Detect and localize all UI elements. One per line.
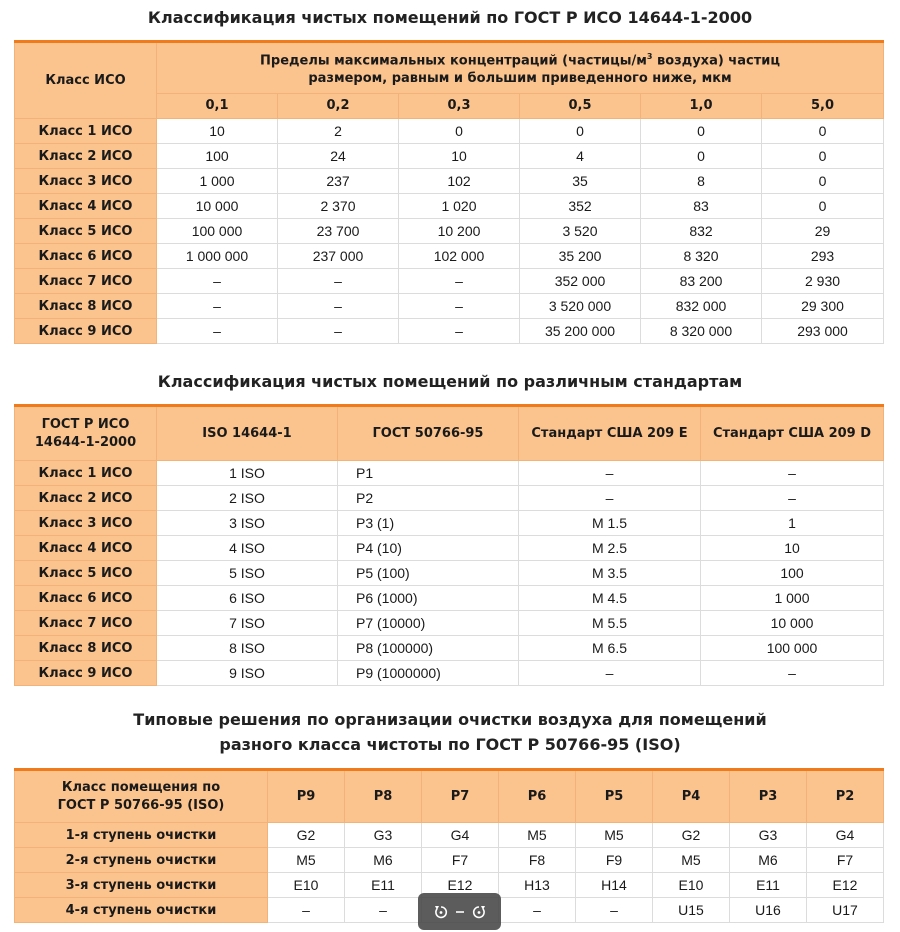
table-row [15, 536, 884, 561]
table-cell: 352 000 [520, 269, 641, 294]
table-cell: 35 200 000 [520, 319, 641, 344]
row-label: 2-я ступень очистки [15, 848, 268, 873]
table-cell: 8 [641, 169, 762, 194]
table-cell: 29 [762, 219, 884, 244]
table-cell: 35 [520, 169, 641, 194]
table-cell: E11 [345, 873, 422, 898]
table-cell: P4 (10) [338, 536, 519, 561]
table-cell: 83 200 [641, 269, 762, 294]
table-row [15, 611, 884, 636]
table-cell: – [278, 269, 399, 294]
table-row [15, 661, 884, 686]
table3-class-header: P5 [576, 770, 653, 823]
table-cell: 293 000 [762, 319, 884, 344]
table-cell: 10 200 [399, 219, 520, 244]
table-cell: 9 ISO [157, 661, 338, 686]
row-label: Класс 4 ИСО [15, 536, 157, 561]
table1-title: Классификация чистых помещений по ГОСТ Р ИСО 14644-1-2000 [147, 8, 753, 27]
table-cell: 0 [762, 194, 884, 219]
table-cell: 10 [701, 536, 884, 561]
viewer-rotate-toolbar [418, 893, 501, 930]
table-cell: 1 000 [701, 586, 884, 611]
table-cell: 0 [641, 144, 762, 169]
table-cell: 83 [641, 194, 762, 219]
table-cell: – [345, 898, 422, 923]
table-cell: 100 [701, 561, 884, 586]
table-cell: M5 [268, 848, 345, 873]
row-label: Класс 9 ИСО [15, 661, 157, 686]
table-cell: 2 ISO [157, 486, 338, 511]
table-cell: H14 [576, 873, 653, 898]
table-row [15, 511, 884, 536]
table-row [15, 848, 884, 873]
row-label: Класс 5 ИСО [15, 219, 157, 244]
table-cell: M 3.5 [519, 561, 701, 586]
table-cell: P9 (1000000) [338, 661, 519, 686]
table-cell: P1 [338, 461, 519, 486]
table-cell: P5 (100) [338, 561, 519, 586]
table-cell: 0 [520, 119, 641, 144]
table-row [15, 461, 884, 486]
table1-size-header: 0,2 [278, 94, 399, 119]
table-cell: – [157, 269, 278, 294]
table-cell: 23 700 [278, 219, 399, 244]
table-cell: – [399, 269, 520, 294]
table-cell: 8 320 000 [641, 319, 762, 344]
table3-class-header: P6 [499, 770, 576, 823]
table-row [15, 244, 884, 269]
table-cell: – [278, 294, 399, 319]
table-cell: 2 370 [278, 194, 399, 219]
table-cell: 0 [762, 169, 884, 194]
table-cell: 8 320 [641, 244, 762, 269]
table2-column-header: Стандарт США 209 D [701, 406, 884, 461]
table3-class-header: P8 [345, 770, 422, 823]
table1-caption-header: Пределы максимальных концентраций ($частицы/м^3$ воздуха) частиц размером, равным и большим приведенного ниже, мкм [157, 42, 884, 94]
table-cell: F7 [422, 848, 499, 873]
table-cell: 237 [278, 169, 399, 194]
table-cell: M5 [653, 848, 730, 873]
table-cell: M5 [576, 823, 653, 848]
table-row [15, 486, 884, 511]
table-row [15, 194, 884, 219]
table-cell: – [576, 898, 653, 923]
table-cell: F8 [499, 848, 576, 873]
table2-column-header: ГОСТ 50766-95 [338, 406, 519, 461]
table-cell: E12 [422, 873, 499, 898]
table-row [15, 319, 884, 344]
table-cell: 29 300 [762, 294, 884, 319]
table-cell: 3 520 [520, 219, 641, 244]
table-cell: E10 [268, 873, 345, 898]
table-cell: G2 [268, 823, 345, 848]
table1-corner-header: Класс ИСО [15, 42, 157, 119]
table3-class-header: P2 [807, 770, 884, 823]
table1-size-header: 5,0 [762, 94, 884, 119]
table-cell: 0 [399, 119, 520, 144]
table-cell: U15 [653, 898, 730, 923]
table-cell: – [519, 461, 701, 486]
row-label: Класс 8 ИСО [15, 636, 157, 661]
table-cell: – [399, 319, 520, 344]
table-cell: – [701, 486, 884, 511]
table-cell: 2 930 [762, 269, 884, 294]
table-cell: H13 [499, 873, 576, 898]
table1-size-header: 1,0 [641, 94, 762, 119]
table-cell: M 5.5 [519, 611, 701, 636]
table-cell: – [701, 661, 884, 686]
table3-class-header: P3 [730, 770, 807, 823]
row-label: Класс 2 ИСО [15, 144, 157, 169]
table-cell: 100 000 [701, 636, 884, 661]
table-cell: 0 [762, 144, 884, 169]
table3-title: Типовые решения по организации очистки воздуха для помещений разного класса чистоты по ГОСТ Р 50766-95 (ISO) [133, 710, 767, 754]
table2-column-header: ГОСТ Р ИСО 14644-1-2000 [15, 406, 157, 461]
table-row [15, 144, 884, 169]
table-cell: M 6.5 [519, 636, 701, 661]
table-cell: 102 000 [399, 244, 520, 269]
table-cell: 1 020 [399, 194, 520, 219]
table2-column-header: Стандарт США 209 E [519, 406, 701, 461]
table-cell: 35 200 [520, 244, 641, 269]
table-cell: M6 [730, 848, 807, 873]
table-cell: U16 [730, 898, 807, 923]
table-cell: P3 (1) [338, 511, 519, 536]
table1-size-header: 0,1 [157, 94, 278, 119]
row-label: Класс 1 ИСО [15, 461, 157, 486]
table-cell: G4 [807, 823, 884, 848]
table-cell: 4 ISO [157, 536, 338, 561]
table-cell: 1 [701, 511, 884, 536]
row-label: Класс 8 ИСО [15, 294, 157, 319]
table-row [15, 169, 884, 194]
toolbar-separator [456, 911, 464, 913]
table-cell: 4 [520, 144, 641, 169]
table-cell: F7 [807, 848, 884, 873]
row-label: Класс 5 ИСО [15, 561, 157, 586]
row-label: 3-я ступень очистки [15, 873, 268, 898]
row-label: Класс 6 ИСО [15, 244, 157, 269]
row-label: Класс 1 ИСО [15, 119, 157, 144]
table-cell: 1 000 000 [157, 244, 278, 269]
table-cell: – [399, 294, 520, 319]
table-cell: 2 [278, 119, 399, 144]
table3-class-header: P9 [268, 770, 345, 823]
table-cell: P8 (100000) [338, 636, 519, 661]
table-cell: G2 [653, 823, 730, 848]
table-row [15, 561, 884, 586]
table-cell: 832 000 [641, 294, 762, 319]
table-cell: P2 [338, 486, 519, 511]
row-label: Класс 3 ИСО [15, 169, 157, 194]
table-cell: 237 000 [278, 244, 399, 269]
standards-comparison-table [14, 404, 884, 686]
table-cell: 10 000 [157, 194, 278, 219]
table-cell: E11 [730, 873, 807, 898]
table-cell: – [499, 898, 576, 923]
table-cell: U17 [807, 898, 884, 923]
table-cell: E10 [653, 873, 730, 898]
table-cell: 100 [157, 144, 278, 169]
table-cell: G3 [730, 823, 807, 848]
table-cell: 293 [762, 244, 884, 269]
table-cell: 100 000 [157, 219, 278, 244]
table-cell: 6 ISO [157, 586, 338, 611]
table-row [15, 586, 884, 611]
table1-size-header: 0,3 [399, 94, 520, 119]
table3-corner-header: Класс помещения по ГОСТ Р 50766-95 (ISO) [15, 770, 268, 823]
iso-class-table [14, 40, 884, 344]
table3-class-header: P7 [422, 770, 499, 823]
table-cell: – [701, 461, 884, 486]
table-cell: 10 [157, 119, 278, 144]
row-label: Класс 7 ИСО [15, 611, 157, 636]
table-row [15, 823, 884, 848]
table-cell: – [157, 294, 278, 319]
table-cell: M 1.5 [519, 511, 701, 536]
table-row [15, 269, 884, 294]
rotate-right-icon[interactable] [470, 903, 488, 921]
table-cell: M5 [499, 823, 576, 848]
table-row [15, 636, 884, 661]
row-label: Класс 2 ИСО [15, 486, 157, 511]
row-label: Класс 4 ИСО [15, 194, 157, 219]
rotate-left-icon[interactable] [432, 903, 450, 921]
table-cell: 8 ISO [157, 636, 338, 661]
table-cell: 10 [399, 144, 520, 169]
table-cell: 5 ISO [157, 561, 338, 586]
table-cell: 7 ISO [157, 611, 338, 636]
row-label: Класс 9 ИСО [15, 319, 157, 344]
table-row [15, 294, 884, 319]
table-cell: 24 [278, 144, 399, 169]
table-cell: 10 000 [701, 611, 884, 636]
table-row [15, 219, 884, 244]
table-cell: 352 [520, 194, 641, 219]
table-cell: – [157, 319, 278, 344]
table-cell: 1 ISO [157, 461, 338, 486]
table-cell: – [268, 898, 345, 923]
table-cell: P6 (1000) [338, 586, 519, 611]
row-label: 4-я ступень очистки [15, 898, 268, 923]
table-cell: G4 [422, 823, 499, 848]
table-cell: E12 [807, 873, 884, 898]
table-cell: 102 [399, 169, 520, 194]
row-label: 1-я ступень очистки [15, 823, 268, 848]
row-label: Класс 7 ИСО [15, 269, 157, 294]
table-cell: 0 [641, 119, 762, 144]
table3-class-header: P4 [653, 770, 730, 823]
table-cell: 3 520 000 [520, 294, 641, 319]
table-cell: – [519, 661, 701, 686]
row-label: Класс 6 ИСО [15, 586, 157, 611]
table-cell: F9 [576, 848, 653, 873]
table-cell: M 2.5 [519, 536, 701, 561]
table2-column-header: ISO 14644-1 [157, 406, 338, 461]
table-cell: M6 [345, 848, 422, 873]
table-cell: P7 (10000) [338, 611, 519, 636]
table-cell: 1 000 [157, 169, 278, 194]
table-row [15, 119, 884, 144]
table-cell: 3 ISO [157, 511, 338, 536]
table-cell: 0 [762, 119, 884, 144]
table2-title: Классификация чистых помещений по различным стандартам [157, 372, 743, 391]
table1-size-header: 0,5 [520, 94, 641, 119]
row-label: Класс 3 ИСО [15, 511, 157, 536]
table-cell: 832 [641, 219, 762, 244]
table-cell: – [278, 319, 399, 344]
table-cell: – [519, 486, 701, 511]
table-cell: G3 [345, 823, 422, 848]
table-cell: M 4.5 [519, 586, 701, 611]
